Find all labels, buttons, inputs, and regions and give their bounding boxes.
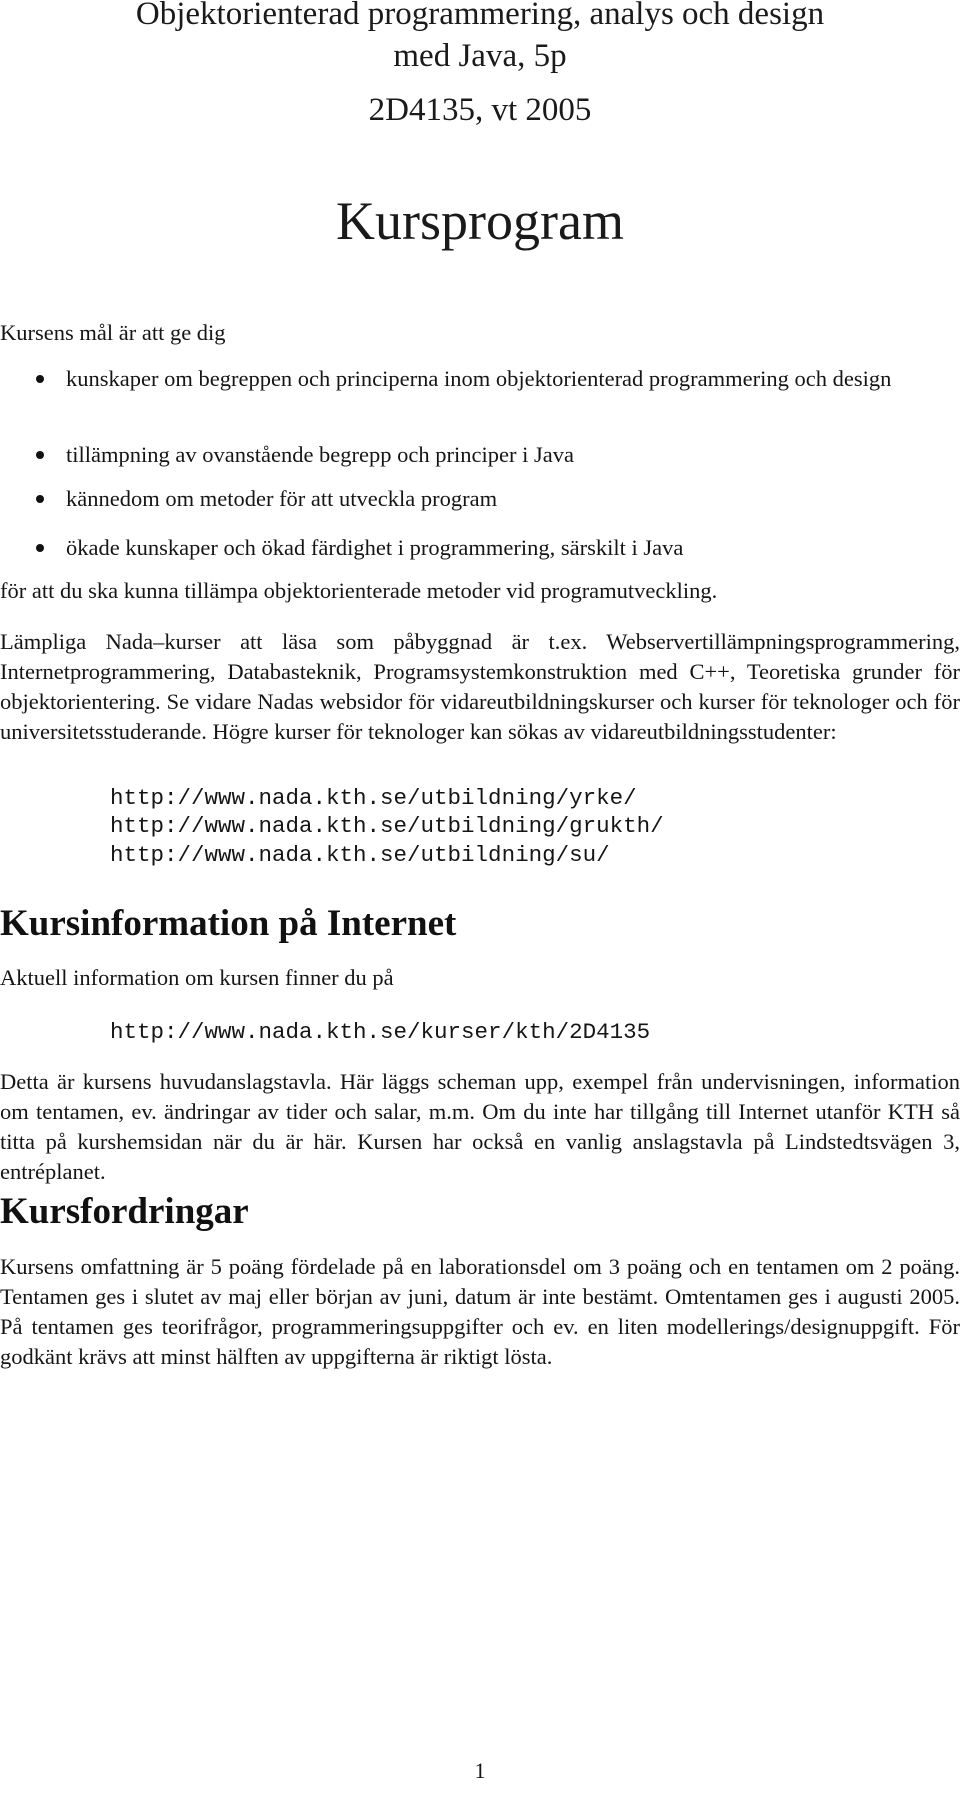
bullet-icon — [36, 544, 44, 552]
internet-section-intro: Aktuell information om kursen finner du på — [0, 965, 394, 990]
url-su[interactable]: http://www.nada.kth.se/utbildning/su/ — [110, 842, 610, 868]
internet-section-title: Kursinformation på Internet — [0, 903, 457, 944]
url-grukth[interactable]: http://www.nada.kth.se/utbildning/grukth/ — [110, 813, 664, 839]
course-code: 2D4135, vt 2005 — [368, 92, 592, 128]
list-item — [66, 364, 946, 394]
page-number: 1 — [474, 1758, 486, 1783]
course-homepage-url[interactable]: http://www.nada.kth.se/kurser/kth/2D4135 — [110, 1019, 651, 1045]
goals-intro: Kursens mål är att ge dig — [0, 320, 226, 345]
goals-outro: för att du ska kunna tillämpa objektorienterade metoder vid programutveckling. — [0, 578, 718, 603]
list-item-text: kunskaper om begreppen och principerna inom objektorienterad programmering och design — [66, 366, 892, 391]
requirements-section-title: Kursfordringar — [0, 1191, 249, 1232]
list-item — [66, 484, 946, 514]
document-heading: Kursprogram — [336, 191, 624, 251]
course-title-line-1: Objektorienterad programmering, analys och design — [135, 0, 825, 32]
list-item-text: ökade kunskaper och ökad färdighet i programmering, särskilt i Java — [66, 535, 684, 560]
list-item-text: kännedom om metoder för att utveckla program — [66, 486, 498, 511]
list-item — [66, 440, 946, 470]
bullet-icon — [36, 451, 44, 459]
url-yrke[interactable]: http://www.nada.kth.se/utbildning/yrke/ — [110, 785, 637, 811]
list-item — [66, 533, 946, 563]
bullet-icon — [36, 375, 44, 383]
bullet-icon — [36, 495, 44, 503]
list-item-text: tillämpning av ovanstående begrepp och principer i Java — [66, 442, 574, 467]
courses-paragraph: Lämpliga Nada–kurser att läsa som påbyggnad är t.ex. Webservertillämpningsprogrammering, Internetprogrammering, Databasteknik, Programsystemkonstruktion med C++, Teoretiska grunder för objektorientering. Se vidare Nadas websidor för vidareutbildningskurser och kurser för teknologer och för universitetsstuderande. Högre kurser för teknologer kan sökas av vidareutbildningsstudenter: — [0, 629, 960, 744]
requirements-section-body: Kursens omfattning är 5 poäng fördelade på en laborationsdel om 3 poäng och en tentamen om 2 poäng. Tentamen ges i slutet av maj eller början av juni, datum är inte bestämt. Omtentamen ges i augusti 2005. På tentamen ges teorifrågor, programmeringsuppgifter och ev. en liten modellerings/designuppgift. För godkänt krävs att minst hälften av uppgifterna är riktigt lösta. — [0, 1254, 960, 1369]
course-title-line-2: med Java, 5p — [393, 38, 567, 74]
internet-section-body: Detta är kursens huvudanslagstavla. Här läggs scheman upp, exempel från undervisningen, information om tentamen, ev. ändringar av tider och salar, m.m. Om du inte har tillgång till Internet utanför KTH så titta på kurshemsidan när du är här. Kursen har också en vanlig anslagstavla på Lindstedtsvägen 3, entréplanet. — [0, 1069, 960, 1184]
